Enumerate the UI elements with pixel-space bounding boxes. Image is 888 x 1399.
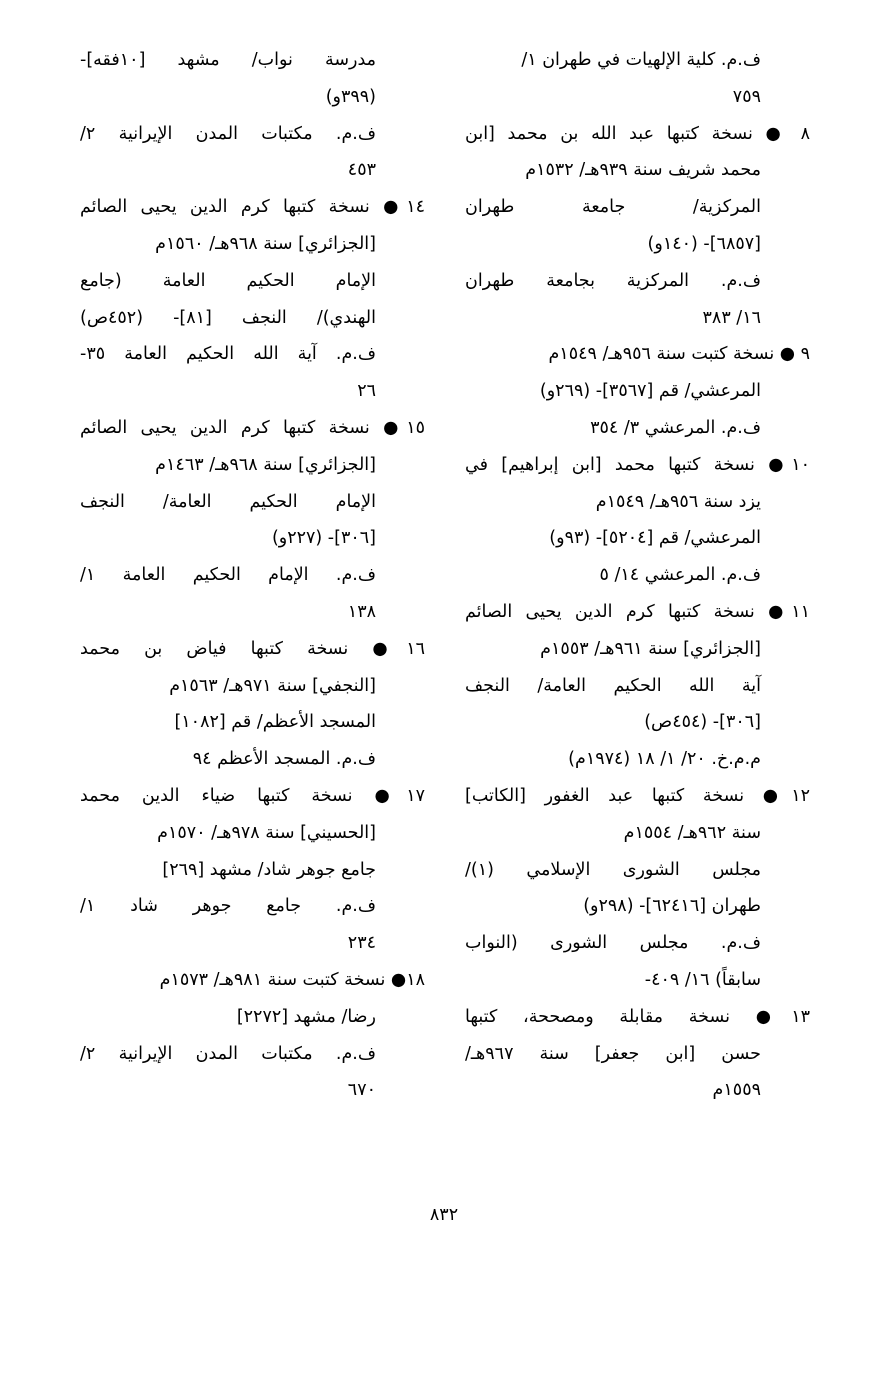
entry-line: [الجزائري] سنة ٩٦٨هـ/ ١٥٦٠م [155, 233, 376, 254]
entry-line: ١٦/ ٣٨٣ [702, 307, 761, 328]
entry-line: المسجد الأعظم/ قم [١٠٨٢] [174, 712, 376, 733]
entry-line: آية الله الحكيم العامة/ النجف [465, 675, 761, 696]
entry-line: ف.م. مجلس الشورى (النواب [465, 933, 761, 954]
entry-line: الإمام الحكيم العامة (جامع [80, 270, 376, 291]
entry-line: ١٥٥٩م [712, 1080, 761, 1101]
entry-line: سنة ٩٦٢هـ/ ١٥٥٤م [623, 822, 761, 843]
entry-line: ف.م. جامع جوهر شاد ١/ [80, 896, 376, 917]
entry-line: [النجفي] سنة ٩٧١هـ/ ١٥٦٣م [169, 675, 376, 696]
entry-line: المرعشي/ قم [٥٢٠٤]- (٩٣و) [549, 528, 761, 549]
entry-heading: ١٨● نسخة كتبت سنة ٩٨١هـ/ ١٥٧٣م [159, 969, 425, 990]
entry-line: المركزية/ جامعة طهران [465, 197, 761, 218]
entry-line: الإمام الحكيم العامة/ النجف [80, 491, 376, 512]
entry-line: (٣٩٩و) [325, 86, 376, 107]
entry-line: ٧٥٩ [732, 86, 761, 107]
entry-line: ٢٣٤ [347, 933, 376, 954]
entry-line: [٣٠٦]- (٤٥٤ص) [644, 712, 761, 733]
entry-line: ٤٥٣ [347, 160, 376, 181]
entry-line: مدرسة نواب/ مشهد [١٠فقه]- [80, 50, 376, 70]
entry-line: ف.م. آية الله الحكيم العامة ٣٥- [80, 344, 376, 365]
entry-line: ف.م. المرعشي ٣/ ٣٥٤ [590, 417, 761, 438]
entry-heading: ١٣● نسخة مقابلة ومصححة، كتبها [465, 1006, 810, 1027]
page-number: ٨٣٢ [429, 1205, 459, 1225]
entry-line: رضا/ مشهد [٢٢٧٢] [236, 1006, 376, 1027]
right-column [465, 42, 810, 1109]
entry-line: ١٣٨ [347, 601, 376, 622]
entry-line: مجلس الشورى الإسلامي (١)/ [465, 859, 761, 880]
entry-line: يزد سنة ٩٥٦هـ/ ١٥٤٩م [595, 491, 761, 512]
entry-line: الهندي)/ النجف [٨١]- (٤٥٢ص) [80, 307, 376, 328]
entry-line: ف.م. الإمام الحكيم العامة ١/ [80, 565, 376, 586]
entry-line: المرعشي/ قم [٣٥٦٧]- (٢٦٩و) [539, 381, 761, 402]
entry-line: حسن [ابن جعفر] سنة ٩٦٧هـ/ [465, 1043, 761, 1064]
entry-line: ف.م. المسجد الأعظم ٩٤ [192, 749, 376, 770]
entry-line: [٦٨٥٧]- (١٤٠و) [647, 233, 761, 254]
entry-line: سابقاً) ١٦/ ٤٠٩- [644, 969, 761, 990]
entry-line: ف.م. المرعشي ١٤/ ٥ [599, 565, 761, 586]
entry-line: م.م.خ. ٢٠/ ١/ ١٨ (١٩٧٤م) [568, 749, 761, 770]
left-column [80, 42, 425, 1109]
entry-line: [٣٠٦]- (٢٢٧و) [271, 528, 376, 549]
entry-heading: ١٠● نسخة كتبها محمد [ابن إبراهيم] في [465, 454, 810, 475]
entry-heading: ١٦● نسخة كتبها فياض بن محمد [80, 638, 425, 659]
entry-line: [الجزائري] سنة ٩٦٨هـ/ ١٤٦٣م [155, 454, 376, 475]
entry-heading: ١١● نسخة كتبها كرم الدين يحيى الصائم [465, 601, 810, 622]
entry-line: ف.م. المركزية بجامعة طهران [465, 270, 761, 291]
entry-line: طهران [٦٢٤١٦]- (٢٩٨و) [583, 896, 761, 917]
entry-line: محمد شريف سنة ٩٣٩هـ/ ١٥٣٢م [525, 160, 761, 181]
entry-line: ف.م. كلية الإلهيات في طهران ١/ [521, 50, 761, 70]
entry-line: [الجزائري] سنة ٩٦١هـ/ ١٥٥٣م [540, 638, 761, 659]
entry-line: جامع جوهر شاد/ مشهد [٢٦٩] [162, 859, 376, 880]
entry-heading: ١٤● نسخة كتبها كرم الدين يحيى الصائم [80, 197, 425, 218]
entry-line: ٦٧٠ [347, 1080, 376, 1101]
entry-heading: ٨ ● نسخة كتبها عبد الله بن محمد [ابن [465, 123, 810, 144]
entry-line: [الحسيني] سنة ٩٧٨هـ/ ١٥٧٠م [157, 822, 376, 843]
entry-line: ف.م. مكتبات المدن الإيرانية ٢/ [80, 123, 376, 144]
entry-heading: ١٥● نسخة كتبها كرم الدين يحيى الصائم [80, 417, 425, 438]
entry-heading: ٩ ● نسخة كتبت سنة ٩٥٦هـ/ ١٥٤٩م [548, 344, 810, 365]
entry-heading: ١٢● نسخة كتبها عبد الغفور [الكاتب] [465, 785, 810, 806]
entry-line: ٢٦ [357, 381, 376, 402]
entry-line: ف.م. مكتبات المدن الإيرانية ٢/ [80, 1043, 376, 1064]
entry-heading: ١٧● نسخة كتبها ضياء الدين محمد [80, 785, 425, 806]
